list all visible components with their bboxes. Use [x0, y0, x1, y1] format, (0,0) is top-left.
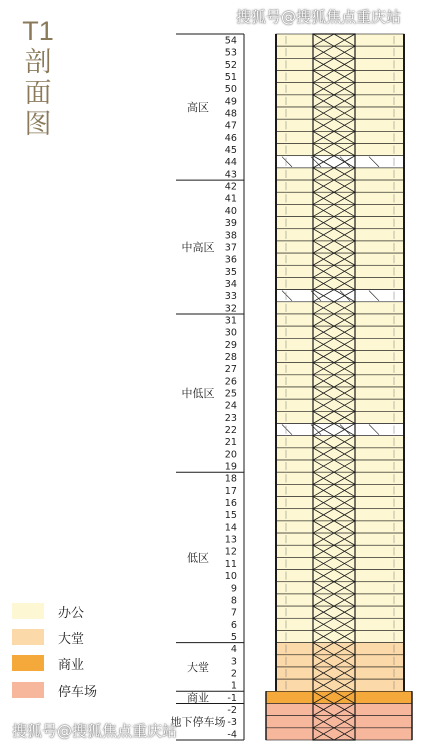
floor-label-18: 18: [224, 473, 237, 485]
legend-label-parking: 停车场: [58, 685, 98, 700]
floor-plate-4: [276, 643, 404, 655]
floor-plate-54: [276, 34, 404, 46]
floor-plate-46: [276, 131, 404, 143]
floor-plate-51: [276, 71, 404, 83]
floor-label-49: 49: [224, 96, 237, 108]
floor-label-51: 51: [224, 72, 237, 84]
floor-label-1: 1: [230, 680, 237, 692]
zone-label-6: 地下停车场: [170, 715, 226, 729]
floor-label-16: 16: [224, 498, 237, 510]
floor-label-54: 54: [224, 35, 237, 47]
floor-label-41: 41: [224, 193, 237, 205]
floor-label--4: -4: [227, 729, 237, 741]
floor-label-30: 30: [224, 327, 237, 339]
floor-plate-25: [276, 387, 404, 399]
floor-label-8: 8: [230, 595, 237, 607]
floor-plate-11: [276, 557, 404, 569]
zone-label-5: 商业: [187, 691, 209, 705]
floor-label-40: 40: [224, 205, 237, 217]
floor-plate--2: [266, 703, 412, 715]
zone-label-0: 高区: [187, 101, 209, 115]
legend-swatch-lobby: [12, 629, 44, 645]
floor-label-37: 37: [224, 242, 237, 254]
legend-swatch-office: [12, 603, 44, 619]
floor-label-36: 36: [224, 254, 237, 266]
legend-label-lobby: 大堂: [58, 632, 85, 647]
floor-label-35: 35: [224, 266, 237, 278]
floor-label-2: 2: [230, 668, 237, 680]
floor-plate-27: [276, 363, 404, 375]
floor-label-45: 45: [224, 145, 237, 157]
floor-plate-18: [276, 472, 404, 484]
floor-label-20: 20: [224, 449, 237, 461]
floor-plate-13: [276, 533, 404, 545]
floor-label-15: 15: [224, 510, 237, 522]
floor-label-52: 52: [224, 59, 237, 71]
floor-label-32: 32: [224, 303, 237, 315]
floor-plate-53: [276, 46, 404, 58]
title-line-4: 图: [24, 109, 52, 139]
floor-plate-21: [276, 436, 404, 448]
floor-plate-3: [276, 655, 404, 667]
floor-label-50: 50: [224, 84, 237, 96]
floor-label-28: 28: [224, 351, 237, 363]
floor-plate-40: [276, 204, 404, 216]
legend-swatch-commercial: [12, 655, 44, 671]
floor-label-31: 31: [224, 315, 237, 327]
floor-plate-47: [276, 119, 404, 131]
zone-label-2: 中低区: [181, 387, 215, 401]
floor-plate-52: [276, 58, 404, 70]
floor-plate-37: [276, 241, 404, 253]
floor-plate-8: [276, 594, 404, 606]
floor-plate-17: [276, 484, 404, 496]
floor-plate-26: [276, 375, 404, 387]
floor-label-39: 39: [224, 218, 237, 230]
floor-plate-20: [276, 448, 404, 460]
refuge-floor-22: [276, 424, 404, 436]
floor-label-21: 21: [224, 437, 237, 449]
floor-label-24: 24: [224, 400, 237, 412]
floor-label-4: 4: [230, 644, 237, 656]
watermark-top: 搜狐号@搜狐焦点重庆站: [236, 8, 402, 26]
floor-plate--1: [266, 691, 412, 703]
floor-plate-43: [276, 168, 404, 180]
floor-label-22: 22: [224, 425, 237, 437]
floor-plate-7: [276, 606, 404, 618]
floor-plate-12: [276, 545, 404, 557]
floor-label-27: 27: [224, 364, 237, 376]
zone-label-1: 中高区: [181, 241, 215, 255]
floor-plate-30: [276, 326, 404, 338]
floor-label-43: 43: [224, 169, 237, 181]
floor-label-14: 14: [224, 522, 237, 534]
zone-label-3: 低区: [187, 551, 209, 565]
floor-plate-28: [276, 350, 404, 362]
floor-label-10: 10: [224, 571, 237, 583]
floor-label-12: 12: [224, 546, 237, 558]
floor-plate-41: [276, 192, 404, 204]
floor-plate-38: [276, 229, 404, 241]
floor-label-9: 9: [230, 583, 237, 595]
floor-plate-45: [276, 144, 404, 156]
floor-label-11: 11: [224, 558, 237, 570]
floor-label-13: 13: [224, 534, 237, 546]
floor-label-7: 7: [230, 607, 237, 619]
title-line-3: 面: [24, 78, 52, 108]
title-line-1: T1: [22, 16, 54, 46]
building-section: [266, 34, 412, 740]
floor-plate-36: [276, 253, 404, 265]
floor-label-25: 25: [224, 388, 237, 400]
floor-plate-24: [276, 399, 404, 411]
floor-plate-49: [276, 95, 404, 107]
floor-plate-1: [276, 679, 404, 691]
floor-plate-2: [276, 667, 404, 679]
floor-label-44: 44: [224, 157, 237, 169]
floor-label-47: 47: [224, 120, 237, 132]
floor-plate-19: [276, 460, 404, 472]
refuge-floor-33: [276, 290, 404, 302]
floor-plate-31: [276, 314, 404, 326]
floor-label-5: 5: [230, 631, 237, 643]
legend-label-office: 办公: [58, 606, 85, 621]
floor-plate-39: [276, 217, 404, 229]
floor-label--3: -3: [227, 717, 237, 729]
floor-label-53: 53: [224, 47, 237, 59]
floor-axis: [171, 34, 245, 740]
floor-plate-23: [276, 411, 404, 423]
floor-plate-6: [276, 618, 404, 630]
floor-plate-48: [276, 107, 404, 119]
floor-plate--3: [266, 716, 412, 728]
floor-label-48: 48: [224, 108, 237, 120]
floor-label-6: 6: [230, 619, 237, 631]
floor-plate-14: [276, 521, 404, 533]
floor-label-34: 34: [224, 278, 237, 290]
floor-plate-5: [276, 630, 404, 642]
floor-plate-35: [276, 265, 404, 277]
floor-label-29: 29: [224, 339, 237, 351]
floor-label--1: -1: [227, 692, 237, 704]
floor-label-46: 46: [224, 132, 237, 144]
legend-label-commercial: 商业: [58, 658, 85, 673]
floor-plate-32: [276, 302, 404, 314]
floor-plate--4: [266, 728, 412, 740]
watermark-bottom: 搜狐号@搜狐焦点重庆站: [12, 722, 178, 740]
floor-label-26: 26: [224, 376, 237, 388]
refuge-floor-44: [276, 156, 404, 168]
floor-label-33: 33: [224, 291, 237, 303]
legend-swatch-parking: [12, 682, 44, 698]
floor-label--2: -2: [227, 704, 237, 716]
zone-label-4: 大堂: [187, 660, 209, 674]
floor-label-38: 38: [224, 230, 237, 242]
floor-plate-16: [276, 497, 404, 509]
floor-plate-42: [276, 180, 404, 192]
floor-plate-50: [276, 83, 404, 95]
floor-plate-34: [276, 277, 404, 289]
floor-label-3: 3: [230, 656, 237, 668]
floor-label-19: 19: [224, 461, 237, 473]
title-line-2: 剖: [24, 47, 52, 77]
floor-plate-10: [276, 570, 404, 582]
floor-plate-15: [276, 509, 404, 521]
floor-plate-29: [276, 338, 404, 350]
floor-label-42: 42: [224, 181, 237, 193]
floor-label-17: 17: [224, 485, 237, 497]
floor-label-23: 23: [224, 412, 237, 424]
floor-plate-9: [276, 582, 404, 594]
